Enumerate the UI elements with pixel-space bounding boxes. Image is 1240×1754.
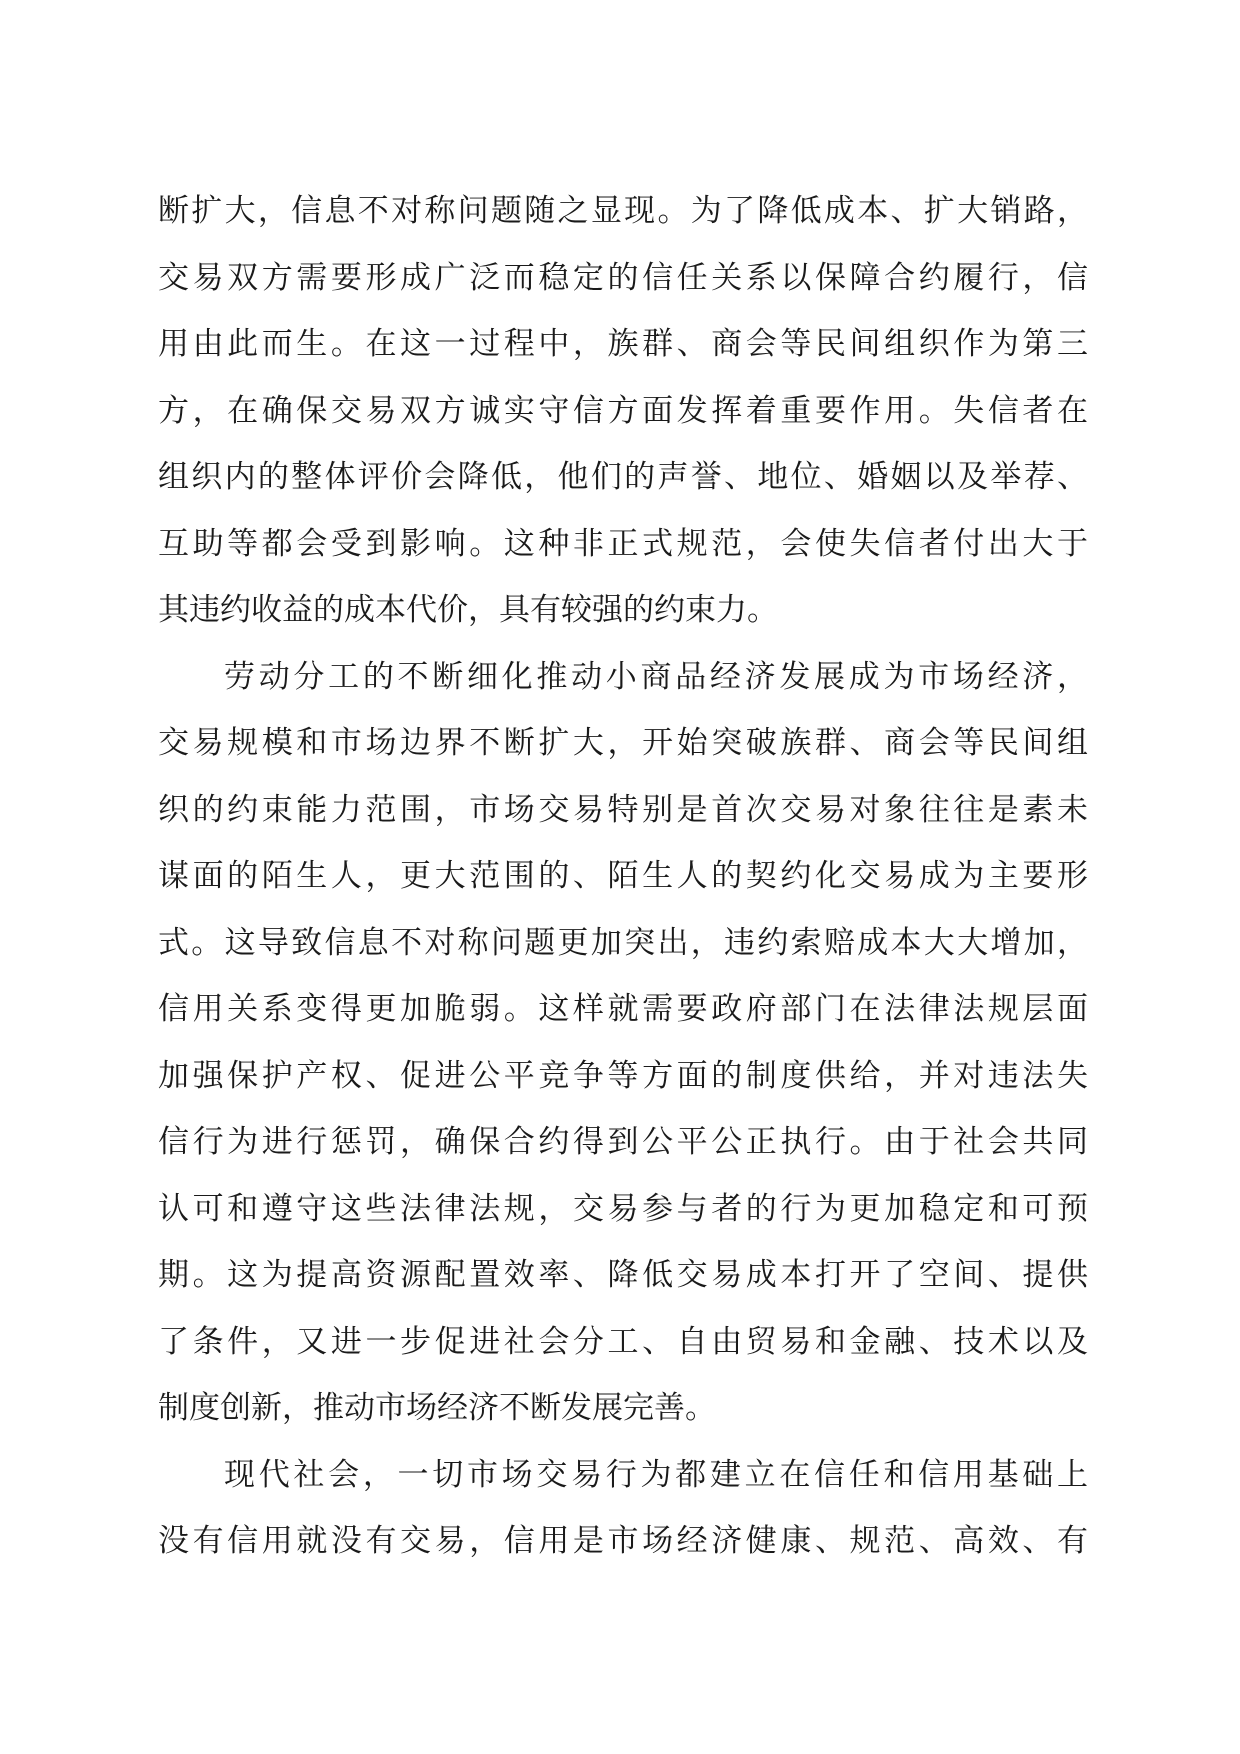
text-line: 方，在确保交易双方诚实守信方面发挥着重要作用。失信者在 (158, 392, 1088, 429)
text-line: 期。这为提高资源配置效率、降低交易成本打开了空间、提供 (158, 1257, 1088, 1293)
text-line: 信用关系变得更加脆弱。这样就需要政府部门在法律法规层面 (158, 991, 1088, 1027)
text-line: 没有信用就没有交易，信用是市场经济健康、规范、高效、有 (158, 1523, 1088, 1559)
text-line: 谋面的陌生人，更大范围的、陌生人的契约化交易成为主要形 (158, 858, 1088, 894)
text-line: 组织内的整体评价会降低，他们的声誉、地位、婚姻以及举荐、 (158, 459, 1088, 495)
body-text (158, 178, 1088, 1575)
text-line: 式。这导致信息不对称问题更加突出，违约索赔成本大大增加， (158, 924, 1088, 961)
text-line: 制度创新，推动市场经济不断发展完善。 (158, 1390, 716, 1426)
text-line: 交易双方需要形成广泛而稳定的信任关系以保障合约履行，信 (158, 259, 1088, 296)
text-line: 互助等都会受到影响。这种非正式规范，会使失信者付出大于 (158, 525, 1088, 562)
text-line: 加强保护产权、促进公平竞争等方面的制度供给，并对违法失 (158, 1057, 1088, 1094)
text-line: 认可和遵守这些法律法规，交易参与者的行为更加稳定和可预 (158, 1190, 1088, 1227)
text-line: 了条件，又进一步促进社会分工、自由贸易和金融、技术以及 (158, 1323, 1088, 1360)
text-line: 交易规模和市场边界不断扩大，开始突破族群、商会等民间组 (158, 725, 1088, 761)
text-line: 信行为进行惩罚，确保合约得到公平公正执行。由于社会共同 (158, 1124, 1088, 1160)
text-line: 劳动分工的不断细化推动小商品经济发展成为市场经济， (224, 658, 1088, 695)
text-line: 织的约束能力范围，市场交易特别是首次交易对象往往是素未 (158, 791, 1088, 828)
text-line: 其违约收益的成本代价，具有较强的约束力。 (158, 592, 778, 628)
text-line: 断扩大，信息不对称问题随之显现。为了降低成本、扩大销路， (158, 193, 1088, 229)
text-line: 用由此而生。在这一过程中，族群、商会等民间组织作为第三 (158, 326, 1088, 362)
text-line: 现代社会，一切市场交易行为都建立在信任和信用基础上 (224, 1456, 1088, 1493)
